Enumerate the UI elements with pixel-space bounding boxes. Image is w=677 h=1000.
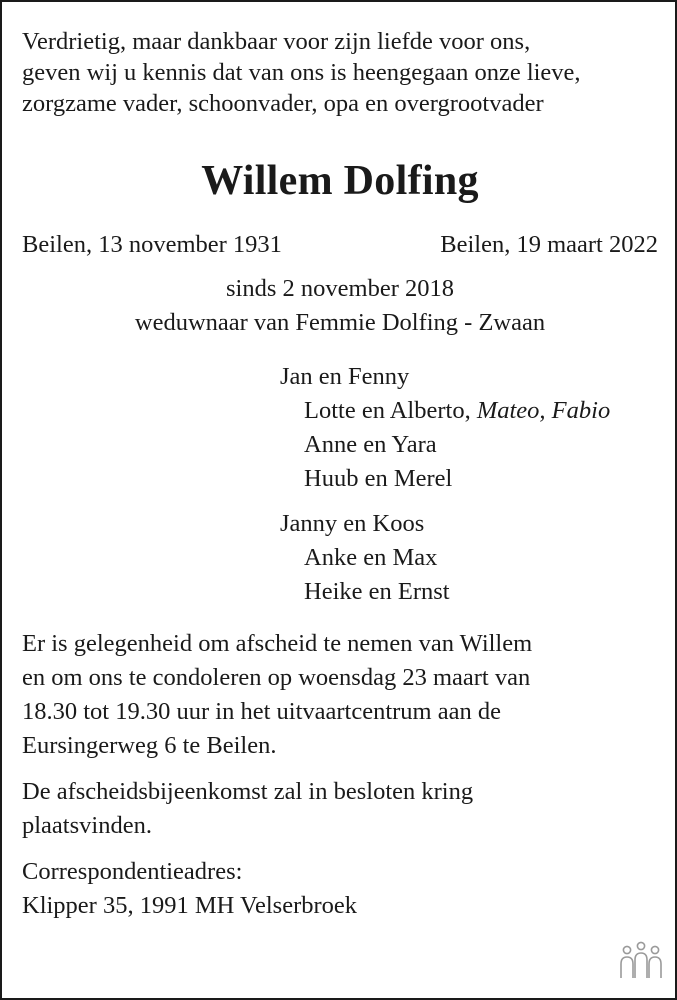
widower-spouse: weduwnaar van Femmie Dolfing - Zwaan <box>134 309 546 336</box>
widower-info <box>22 272 658 340</box>
intro-line: zorgzame vader, schoonvader, opa en overgrootvader <box>22 90 544 117</box>
widower-since: sinds 2 november 2018 <box>226 275 454 302</box>
family-child <box>280 394 658 428</box>
farewell-paragraph <box>22 775 658 843</box>
farewell-line: De afscheidsbijeenkomst zal in besloten kring <box>22 778 474 805</box>
family-parents: Janny en Koos <box>280 510 425 537</box>
address-value: Klipper 35, 1991 MH Velserbroek <box>22 892 358 919</box>
child-names: Heike en Ernst <box>304 578 450 605</box>
death-date: Beilen, 19 maart 2022 <box>440 231 658 258</box>
intro-line: geven wij u kennis dat van ons is heengegaan onze lieve, <box>22 59 581 86</box>
people-group-icon <box>618 938 664 984</box>
family-child <box>280 462 658 496</box>
family-group <box>280 360 658 496</box>
grandchild-names: Mateo, Fabio <box>476 397 611 424</box>
family-parents: Jan en Fenny <box>280 363 410 390</box>
family-list <box>280 360 658 609</box>
family-child <box>280 541 658 575</box>
intro-line: Verdrietig, maar dankbaar voor zijn liefde voor ons, <box>22 28 531 55</box>
child-names: Anke en Max <box>304 544 438 571</box>
child-names: Lotte en Alberto, <box>304 397 477 424</box>
notice-text <box>22 627 658 843</box>
condolence-line: Er is gelegenheid om afscheid te nemen van Willem <box>22 630 533 657</box>
intro-text <box>22 26 658 119</box>
family-child <box>280 428 658 462</box>
condolence-line: 18.30 tot 19.30 uur in het uitvaartcentrum aan de <box>22 698 501 725</box>
correspondence-address <box>22 855 658 923</box>
death-notice <box>22 26 658 923</box>
condolence-line: Eursingerweg 6 te Beilen. <box>22 732 277 759</box>
condolence-line: en om ons te condoleren op woensdag 23 maart van <box>22 664 531 691</box>
family-child <box>280 575 658 609</box>
people-group-icon-svg <box>618 938 664 984</box>
address-label: Correspondentieadres: <box>22 858 243 885</box>
child-names: Huub en Merel <box>304 465 453 492</box>
family-group <box>280 507 658 609</box>
life-dates <box>22 229 658 260</box>
condolence-paragraph <box>22 627 658 763</box>
birth-date: Beilen, 13 november 1931 <box>22 231 282 258</box>
deceased-name: Willem Dolfing <box>201 158 479 204</box>
child-names: Anne en Yara <box>304 431 437 458</box>
farewell-line: plaatsvinden. <box>22 812 152 839</box>
